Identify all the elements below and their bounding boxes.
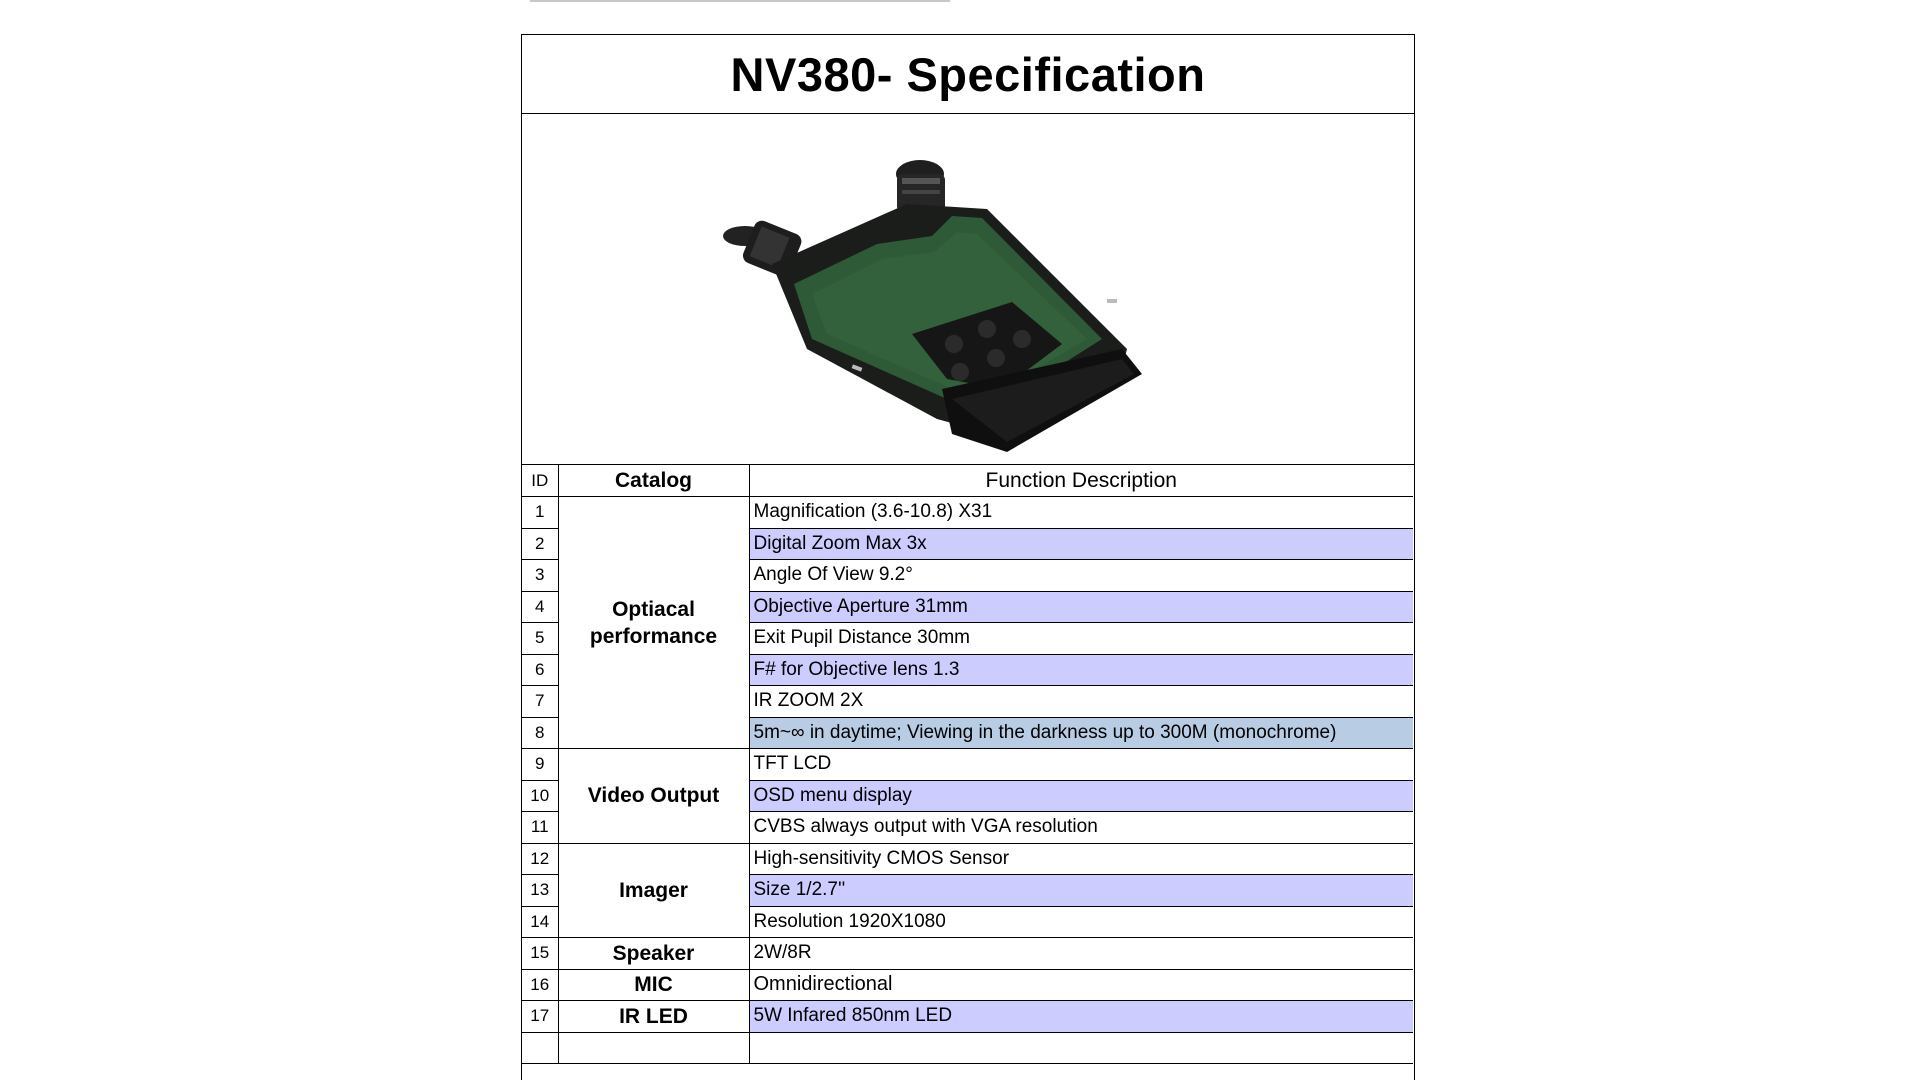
row-id: 8 — [522, 717, 558, 749]
row-id: 10 — [522, 780, 558, 812]
row-description: F# for Objective lens 1.3 — [749, 654, 1413, 686]
row-id: 14 — [522, 906, 558, 938]
page-title: NV380- Specification — [522, 35, 1414, 114]
binocular-body-icon — [772, 204, 1142, 452]
row-description: 2W/8R — [749, 938, 1413, 970]
header-description: Function Description — [749, 465, 1413, 497]
row-id: 11 — [522, 812, 558, 844]
row-description: 5m~∞ in daytime; Viewing in the darkness up to 300M (monochrome) — [749, 717, 1413, 749]
catalog-video-output: Video Output — [558, 749, 749, 844]
row-description: Digital Zoom Max 3x — [749, 528, 1413, 560]
row-id: 5 — [522, 623, 558, 655]
row-description: Exit Pupil Distance 30mm — [749, 623, 1413, 655]
row-description: IR ZOOM 2X — [749, 686, 1413, 718]
row-id: 4 — [522, 591, 558, 623]
night-vision-binocular-illustration — [702, 134, 1142, 454]
row-id: 7 — [522, 686, 558, 718]
row-id: 6 — [522, 654, 558, 686]
catalog-speaker: Speaker — [558, 938, 749, 970]
header-catalog: Catalog — [558, 465, 749, 497]
row-description: Size 1/2.7'' — [749, 875, 1413, 907]
row-id-partial — [522, 1032, 558, 1064]
table-header-row — [522, 465, 1413, 497]
table-row — [522, 969, 1413, 1001]
row-description: Magnification (3.6-10.8) X31 — [749, 497, 1413, 529]
row-id: 9 — [522, 749, 558, 781]
row-id: 2 — [522, 528, 558, 560]
row-description: Angle Of View 9.2° — [749, 560, 1413, 592]
spec-sheet — [521, 34, 1415, 1080]
product-image-area — [522, 114, 1414, 465]
spec-table — [522, 465, 1413, 1064]
row-description: CVBS always output with VGA resolution — [749, 812, 1413, 844]
table-row — [522, 497, 1413, 529]
row-description: Resolution 1920X1080 — [749, 906, 1413, 938]
row-id: 3 — [522, 560, 558, 592]
catalog-mic: MIC — [558, 969, 749, 1001]
row-description: 5W Infared 850nm LED — [749, 1001, 1413, 1033]
row-description: TFT LCD — [749, 749, 1413, 781]
eyepiece-right-icon — [896, 160, 945, 212]
row-id: 17 — [522, 1001, 558, 1033]
table-row — [522, 749, 1413, 781]
row-id: 16 — [522, 969, 558, 1001]
header-id: ID — [522, 465, 558, 497]
catalog-ir-led: IR LED — [558, 1001, 749, 1033]
row-id: 15 — [522, 938, 558, 970]
top-divider — [530, 0, 950, 2]
catalog-optical-line2: performance — [589, 624, 718, 648]
catalog-optical-line1: Optiacal — [612, 597, 695, 621]
table-row — [522, 843, 1413, 875]
row-id: 13 — [522, 875, 558, 907]
row-id: 1 — [522, 497, 558, 529]
row-description: High-sensitivity CMOS Sensor — [749, 843, 1413, 875]
row-id: 12 — [522, 843, 558, 875]
table-row — [522, 1001, 1413, 1033]
row-description: Omnidirectional — [749, 969, 1413, 1001]
row-description-partial — [749, 1032, 1413, 1064]
table-row — [522, 938, 1413, 970]
catalog-partial — [558, 1032, 749, 1064]
catalog-optical-performance — [558, 497, 749, 749]
catalog-imager: Imager — [558, 843, 749, 938]
row-description: OSD menu display — [749, 780, 1413, 812]
row-description: Objective Aperture 31mm — [749, 591, 1413, 623]
table-row-partial — [522, 1032, 1413, 1064]
